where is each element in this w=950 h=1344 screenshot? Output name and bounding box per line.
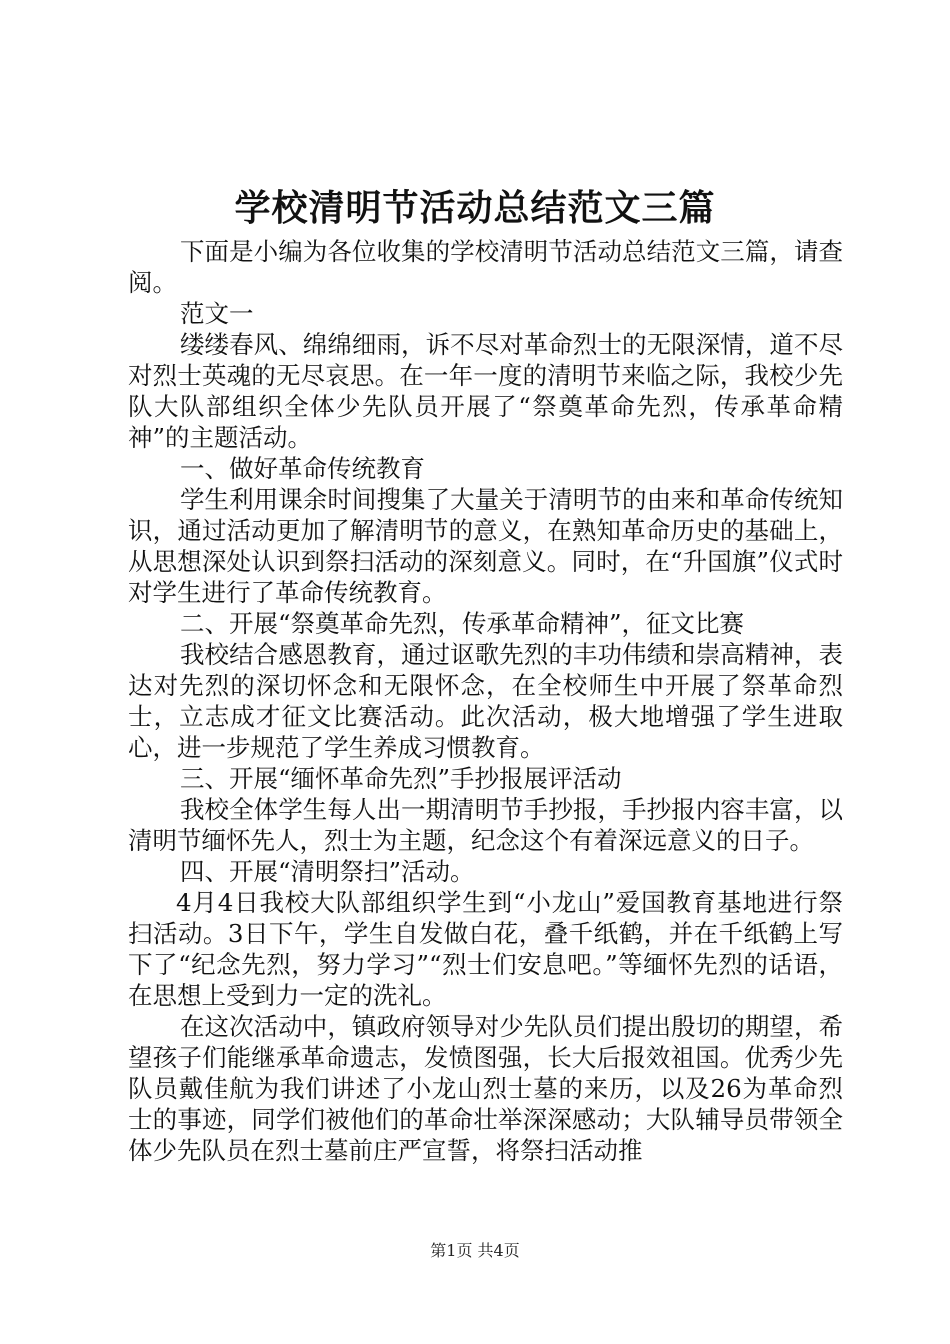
paragraph-three: 我校全体学生每人出一期清明节手抄报，手抄报内容丰富，以清明节缅怀先人，烈士为主题，纪念这个有着深远意义的日子。: [128, 795, 843, 855]
section-label-sample-one: 范文一: [180, 299, 254, 328]
paragraph-intro: 下面是小编为各位收集的学校清明节活动总结范文三篇，请查阅。: [128, 237, 843, 297]
heading-four: 四、开展“清明祭扫”活动。: [180, 857, 475, 886]
paragraph-one: 学生利用课余时间搜集了大量关于清明节的由来和革命传统知识，通过活动更加了解清明节的意义，在熟知革命历史的基础上，从思想深处认识到祭扫活动的深刻意义。同时，在“升国旗”仪式时对学生进行了革命传统教育。: [128, 485, 843, 607]
document-title: 学校清明节活动总结范文三篇: [234, 187, 716, 229]
paragraph-five: 在这次活动中，镇政府领导对少先队员们提出殷切的期望，希望孩子们能继承革命遗志，发愤图强，长大后报效祖国。优秀少先队员戴佳航为我们讲述了小龙山烈士墓的来历，以及26为革命烈士的事迹，同学们被他们的革命壮举深深感动；大队辅导员带领全体少先队员在烈士墓前庄严宣誓，将祭扫活动推: [128, 1012, 843, 1165]
paragraph-two: 我校结合感恩教育，通过讴歌先烈的丰功伟绩和崇高精神，表达对先烈的深切怀念和无限怀念，在全校师生中开展了祭革命烈士，立志成才征文比赛活动。此次活动，极大地增强了学生进取心，进一步规范了学生养成习惯教育。: [128, 640, 843, 762]
heading-two: 二、开展“祭奠革命先烈，传承革命精神”，征文比赛: [180, 609, 745, 638]
paragraph-opening: 缕缕春风、绵绵细雨，诉不尽对革命烈士的无限深情，道不尽对烈士英魂的无尽哀思。在一年一度的清明节来临之际，我校少先队大队部组织全体少先队员开展了“祭奠革命先烈，传承革命精神”的主题活动。: [128, 330, 843, 452]
paragraph-four: 4月4日我校大队部组织学生到“小龙山”爱国教育基地进行祭扫活动。3日下午，学生自发做白花，叠千纸鹤，并在千纸鹤上写下了“纪念先烈，努力学习”“烈士们安息吧。”等缅怀先烈的话语，在思想上受到力一定的洗礼。: [128, 888, 843, 1010]
page-footer: 第1页 共4页: [430, 1241, 520, 1260]
document-body: [128, 236, 843, 1166]
heading-three: 三、开展“缅怀革命先烈”手抄报展评活动: [180, 764, 622, 793]
heading-one: 一、做好革命传统教育: [180, 454, 425, 483]
